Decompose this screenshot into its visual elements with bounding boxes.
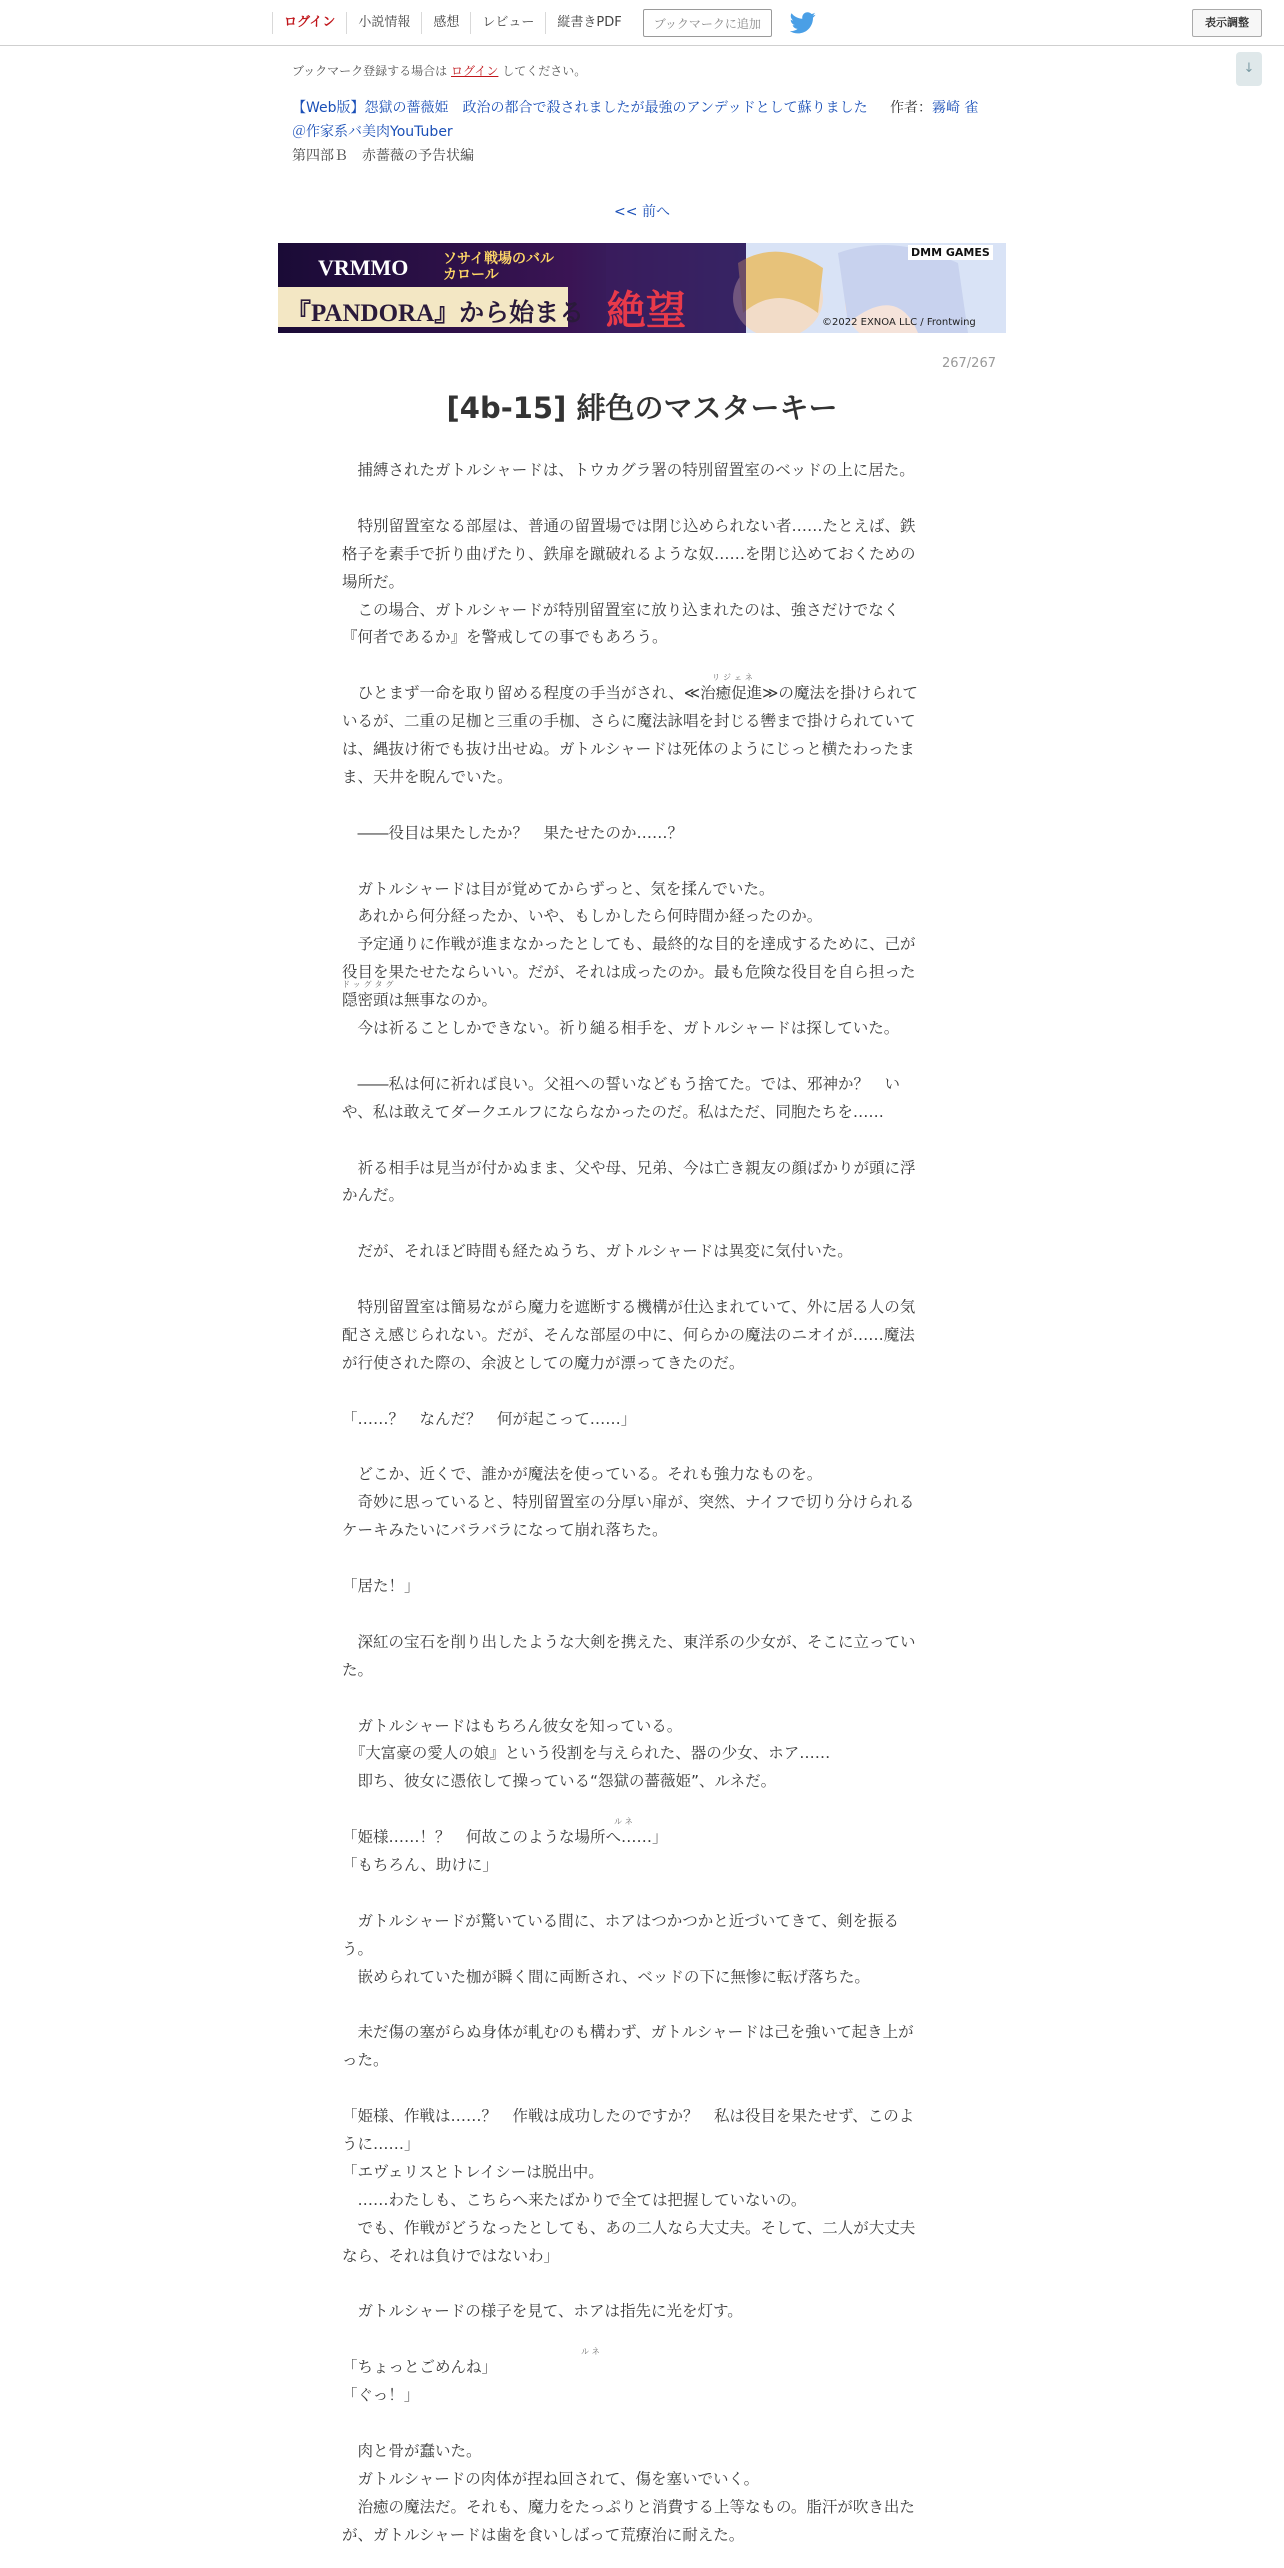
- body-line: ガトルシャードの様子を見て、ホアは指先に光を灯す。: [342, 2302, 743, 2321]
- body-line: 「居た！」: [342, 1577, 420, 1595]
- ad-copyright-text: ©2022 EXNOA LLC / Frontwing: [822, 317, 976, 328]
- body-line: 嵌められていた枷が瞬く間に両断され、ベッドの下に無惨に転げ落ちた。: [342, 1967, 870, 1986]
- body-line: 特別留置室は簡易ながら魔力を遮断する機構が仕込まれていて、外に居る人の気: [342, 1298, 916, 1316]
- body-line: った。: [342, 2051, 389, 2070]
- pdf-link[interactable]: 縦書きPDF: [545, 12, 632, 34]
- body-line: この場合、ガトルシャードが特別留置室に放り込まれたのは、強さだけでなく: [342, 600, 900, 619]
- body-line: 配さえ感じられない。だが、そんな部屋の中に、何らかの魔法のニオイが……魔法: [342, 1325, 915, 1344]
- body-line: 「姫様……！？ 何故このような場所へ……」: [342, 1828, 668, 1847]
- body-line: なら、それは負けではないわ」: [342, 2246, 560, 2265]
- body-line: ま、天井を睨んでいた。: [342, 767, 513, 786]
- ruby-annotation: ルネ: [614, 1817, 636, 1827]
- twitter-icon[interactable]: [790, 12, 816, 34]
- bookmark-notice-prefix: ブックマーク登録する場合は: [292, 64, 448, 78]
- login-link[interactable]: ログイン: [272, 12, 346, 34]
- ad-subtitle-text: ソサイ戦場のバルカロール: [443, 251, 555, 283]
- episode-title: [4b-15] 緋色のマスターキー: [446, 391, 838, 425]
- body-line: 「もちろん、助けに」: [342, 1856, 498, 1874]
- body-line: 格子を素手で折り曲げたり、鉄扉を蹴破れるような奴……を閉じ込めておくための: [342, 544, 916, 563]
- bookmark-notice-suffix: してください。: [502, 64, 587, 78]
- bookmark-notice-login-link[interactable]: ログイン: [451, 64, 499, 78]
- body-line: ひとまず一命を取り留める程度の手当がされ、≪治癒促進≫の魔法を掛けられて: [342, 684, 918, 703]
- body-line: ガトルシャードが驚いている間に、ホアはつかつかと近づいてきて、剣を振る: [342, 1911, 899, 1930]
- body-line: 役目を果たせたならいい。だが、それは成ったのか。最も危険な役目を自ら担った: [342, 963, 916, 982]
- body-line: ガトルシャードの肉体が捏ね回されて、傷を塞いでいく。: [342, 2469, 760, 2488]
- page-counter: 267/267: [941, 356, 996, 371]
- body-line: いるが、二重の足枷と三重の手枷、さらに魔法詠唱を封じる轡まで掛けられていて: [342, 712, 916, 731]
- body-line: 「ちょっとごめんね」: [342, 2358, 498, 2377]
- body-line: 「エヴェリスとトレイシーは脱出中。: [342, 2162, 604, 2181]
- body-line: どこか、近くで、誰かが魔法を使っている。それも強力なものを。: [342, 1465, 823, 1484]
- ad-banner[interactable]: [278, 243, 1006, 333]
- body-line: うに……」: [342, 2135, 420, 2153]
- body-line: 肉と骨が蠢いた。: [342, 2441, 482, 2460]
- body-line: 捕縛されたガトルシャードは、トウカグラ署の特別留置室のベッドの上に居た。: [342, 461, 915, 479]
- body-line: 『大富豪の愛人の娘』という役割を与えられた、器の少女、ホア……: [342, 1744, 831, 1763]
- body-line: かんだ。: [342, 1186, 405, 1205]
- body-line: 「……？ なんだ？ 何が起こって……」: [342, 1409, 637, 1428]
- body-line: ケーキみたいにバラバラになって崩れ落ちた。: [342, 1521, 668, 1540]
- site-header: [0, 0, 1284, 46]
- chapter-name: 第四部Ｂ 赤薔薇の予告状編: [292, 148, 474, 164]
- novel-info-link[interactable]: 小説情報: [346, 12, 421, 34]
- body-line: は、縄抜け術でも抜け出せぬ。ガトルシャードは死体のようにじっと横たわったま: [342, 740, 915, 758]
- body-line: 即ち、彼女に憑依して操っている“怨獄の薔薇姫”、ルネだ。: [342, 1772, 777, 1791]
- ad-big-text: 絶望: [606, 288, 686, 333]
- body-line: ……わたしも、こちらへ来たばかりで全ては把握していないの。: [342, 2190, 807, 2209]
- ruby-annotation: リジェネ: [712, 673, 756, 683]
- novel-title-block: [292, 96, 992, 144]
- body-line: 深紅の宝石を削り出したような大剣を携えた、東洋系の少女が、そこに立ってい: [342, 1632, 916, 1651]
- body-line: ――役目は果たしたか？ 果たせたのか……？: [342, 823, 684, 842]
- body-line: ガトルシャードはもちろん彼女を知っている。: [342, 1716, 683, 1735]
- body-line: 隠密頭は無事なのか。: [342, 991, 498, 1010]
- body-line: 未だ傷の塞がらぬ身体が軋むのも構わず、ガトルシャードは己を強いて起き上が: [342, 2023, 914, 2042]
- ruby-annotation: ドッグタグ: [342, 980, 397, 990]
- ad-vrmmo-text: VRMMO: [318, 255, 409, 280]
- bookmark-add-button[interactable]: ブックマークに追加: [643, 9, 772, 37]
- ad-publisher-text: DMM GAMES: [908, 245, 993, 260]
- body-line: 「ぐっ！」: [342, 2386, 420, 2405]
- impressions-link[interactable]: 感想: [421, 12, 470, 34]
- author-label: 作者：: [889, 100, 932, 116]
- ruby-annotation: ルネ: [581, 2347, 603, 2357]
- header-nav: [272, 0, 816, 46]
- display-settings-button[interactable]: 表示調整: [1192, 9, 1262, 37]
- novel-title-link[interactable]: 【Web版】怨獄の薔薇姫 政治の都合で殺されましたが最強のアンデッドとして蘇りました: [292, 100, 868, 116]
- body-line: 予定通りに作戦が進まなかったとしても、最終的な目的を達成するために、己が: [342, 935, 916, 954]
- body-line: あれから何分経ったか、いや、もしかしたら何時間か経ったのか。: [342, 907, 823, 926]
- prev-episode-link[interactable]: << 前へ: [614, 204, 670, 220]
- body-line: だが、それほど時間も経たぬうち、ガトルシャードは異変に気付いた。: [342, 1242, 853, 1261]
- body-line: 『何者であるか』を警戒しての事でもあろう。: [342, 628, 668, 647]
- body-line: や、私は敢えてダークエルフにならなかったのだ。私はただ、同胞たちを……: [342, 1102, 884, 1121]
- body-line: 祈る相手は見当が付かぬまま、父や母、兄弟、今は亡き親友の顔ばかりが頭に浮: [342, 1158, 916, 1177]
- review-link[interactable]: レビュー: [470, 12, 545, 34]
- body-line: う。: [342, 1939, 374, 1958]
- body-line: 治癒の魔法だ。それも、魔力をたっぷりと消費する上等なもの。脂汗が吹き出た: [342, 2497, 915, 2516]
- body-line: 特別留置室なる部屋は、普通の留置場では閉じ込められない者……たとえば、鉄: [342, 516, 916, 535]
- body-line: が、ガトルシャードは歯を食いしばって荒療治に耐えた。: [342, 2525, 745, 2544]
- body-line: 場所だ。: [342, 572, 405, 591]
- body-line: 今は祈ることしかできない。祈り縋る相手を、ガトルシャードは探していた。: [342, 1019, 900, 1037]
- body-line: 奇妙に思っていると、特別留置室の分厚い扉が、突然、ナイフで切り分けられる: [342, 1493, 915, 1512]
- body-line: た。: [342, 1660, 374, 1679]
- body-line: でも、作戦がどうなったとしても、あの二人なら大丈夫。そして、二人が大丈夫: [342, 2218, 916, 2237]
- author-subtitle-link[interactable]: ＠作家系バ美肉YouTuber: [292, 124, 453, 140]
- body-line: が行使された際の、余波としての魔力が漂ってきたのだ。: [342, 1353, 745, 1372]
- body-line: ガトルシャードは目が覚めてからずっと、気を揉んでいた。: [342, 879, 775, 898]
- scroll-down-button[interactable]: ↓: [1236, 52, 1262, 86]
- author-link[interactable]: 霧崎 雀: [931, 100, 979, 116]
- body-line: ――私は何に祈れば良い。父祖への誓いなどもう捨てた。では、邪神か？ い: [342, 1074, 901, 1093]
- ad-main-text: 『PANDORA』から始まる: [286, 300, 585, 327]
- body-line: 「姫様、作戦は……？ 作戦は成功したのですか？ 私は役目を果たせず、このよ: [342, 2107, 915, 2126]
- bookmark-notice: [292, 62, 586, 79]
